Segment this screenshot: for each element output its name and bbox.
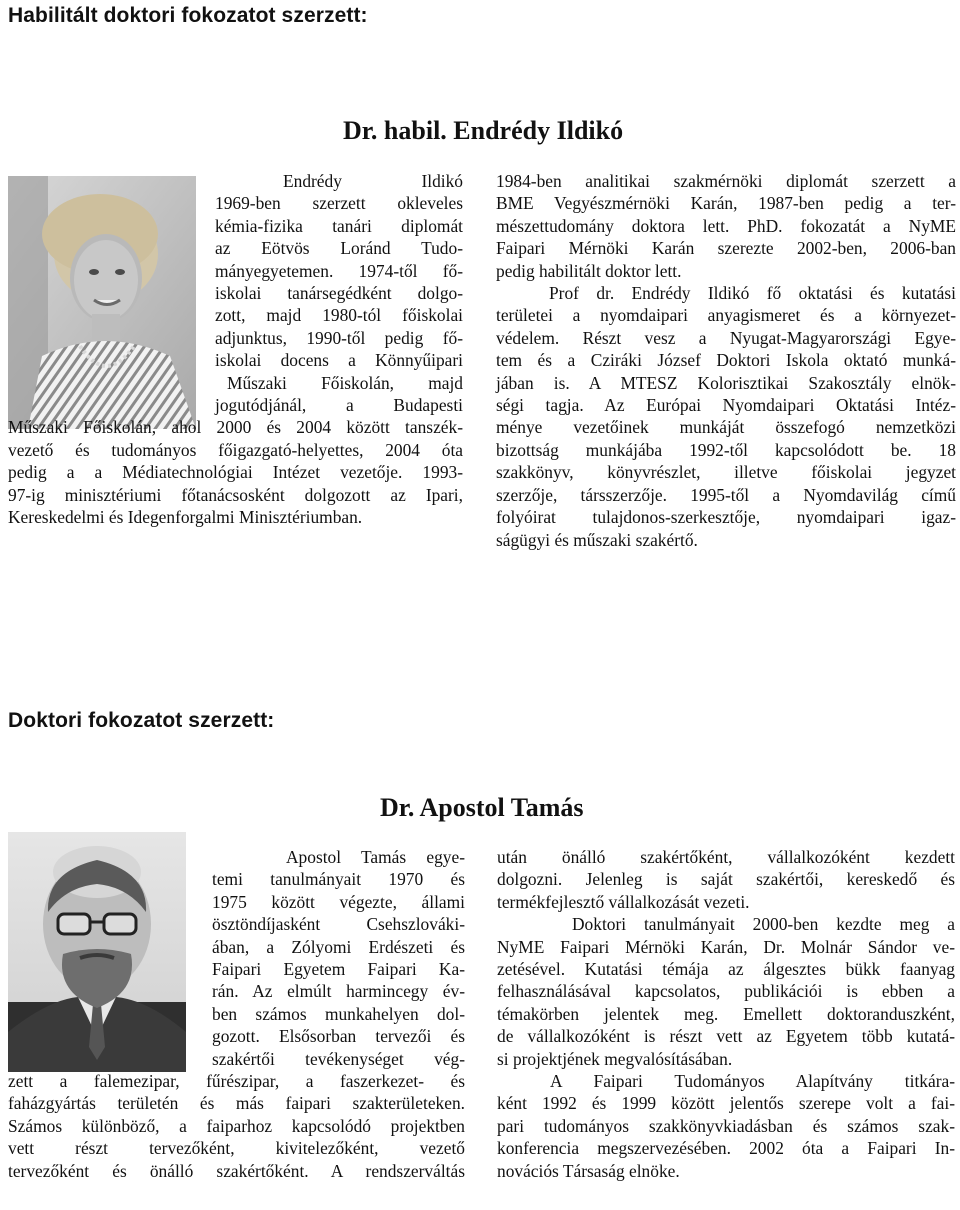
text-line: dolgozni. Jelenleg is saját szakértői, kereskedő és (497, 869, 955, 890)
person-name-apostol: Dr. Apostol Tamás (380, 793, 584, 822)
text-line: 1969-ben szerzett okleveles (215, 193, 463, 214)
text-line: BME Vegyészmérnöki Karán, 1987-ben pedig a ter- (496, 193, 956, 214)
text-line: zott, majd 1980-tól főiskolai (215, 305, 463, 326)
text-line: zetésével. Kutatási témája az álgesztes bükk faanyag (497, 959, 955, 980)
text-line: Műszaki Főiskolán, majd (227, 372, 463, 393)
text-line: termékfejlesztő vállalkozását vezeti. (497, 891, 750, 912)
text-line: Doktori tanulmányait 2000-ben kezdte meg a (572, 914, 955, 935)
text-line: ben számos munkahelyen dol- (212, 1003, 465, 1024)
text-line: kémia-fizika tanári diplomát (215, 215, 463, 236)
text-line: folyóirat tulajdonos-szerkesztője, nyomdaipari igaz- (496, 507, 956, 528)
text-line: pari tudományos szakkönyvkiadásban és számos szak- (497, 1115, 955, 1136)
section-heading-doctorate: Doktori fokozatot szerzett: (8, 709, 275, 732)
text-line: tervezőként és önálló szakértőként. A rendszerváltás (8, 1160, 465, 1181)
text-line: ában, a Zólyomi Erdészeti és (212, 936, 465, 957)
text-line: felhasználásával kapcsolatos, publikációi is ebben a (497, 981, 955, 1002)
text-line: ménye vezetőinek munkáját összefogó nemzetközi (496, 417, 956, 438)
text-line: Számos különböző, a faiparhoz kapcsolódó projektben (8, 1115, 465, 1136)
text-line: Apostol Tamás egye- (286, 847, 465, 867)
text-line: temi tanulmányait 1970 és (212, 869, 465, 890)
text-line: vett részt tervezőként, kivitelezőként, vezető (8, 1138, 465, 1159)
text-line: ségi tagja. Az Európai Nyomdaipari Oktatási Intéz- (496, 395, 956, 416)
text-line: Prof dr. Endrédy Ildikó fő oktatási és kutatási (549, 283, 956, 304)
bio-endredy-column-2 (496, 170, 956, 551)
text-line: NyME Faipari Mérnöki Karán, Dr. Molnár Sándor ve- (497, 936, 955, 957)
text-line: A Faipari Tudományos Alapítvány titkára- (550, 1071, 955, 1092)
text-line: iskolai docens a Könnyűipari (215, 350, 463, 371)
text-line: tem és a Cziráki József Doktori Iskola oktató munká- (496, 350, 956, 371)
text-line: Műszaki Főiskolán, ahol 2000 és 2004 között tanszék- (8, 417, 463, 438)
text-line: de vállalkozóként is részt vett az Egyetem több kutatá- (497, 1026, 955, 1047)
text-line: jogutódjánál, a Budapesti (215, 395, 463, 416)
text-line: jában is. A MTESZ Kolorisztikai Szakosztály elnök- (496, 372, 956, 393)
text-line: mányegyetemen. 1974-től fő- (215, 260, 463, 281)
text-line: vezető és tudományos főigazgató-helyettes, 2004 óta (8, 439, 463, 460)
text-line: 1984-ben analitikai szakmérnöki diplomát szerzett a (496, 171, 956, 191)
text-line: témakörben jelentek meg. Emellett doktoranduszként, (497, 1003, 955, 1024)
text-line: gozott. Elsősorban tervezői és (212, 1026, 465, 1047)
section-heading-habilitated: Habilitált doktori fokozatot szerzett: (8, 4, 368, 27)
text-line: pedig habilitált doktor lett. (496, 260, 682, 281)
text-line: Faipari Egyetem Faipari Ka- (212, 959, 465, 980)
text-line: konferencia megszervezésében. 2002 óta a Faipari In- (497, 1138, 955, 1159)
text-line: védelem. Részt vesz a Nyugat-Magyarországi Egye- (496, 327, 956, 348)
text-line: szakkönyv, könyvrészlet, illetve főiskolai jegyzet (496, 462, 956, 483)
text-line: si projektjének megvalósításában. (497, 1048, 733, 1069)
bio-apostol-column-2 (497, 846, 955, 1182)
text-line: Faipari Mérnöki Karán szerezte 2002-ben, 2006-ban (496, 238, 956, 259)
text-line: szerzője, társszerzője. 1995-től a Nyomdavilág című (496, 484, 956, 505)
text-line: novációs Társaság elnöke. (497, 1160, 680, 1181)
text-line: pedig a a Médiatechnológiai Intézet vezetője. 1993- (8, 462, 463, 483)
text-line: után önálló szakértőként, vállalkozóként kezdett (497, 847, 955, 867)
text-line: 97-ig minisztériumi főtanácsosként dolgozott az Ipari, (8, 484, 463, 505)
text-line: zett a falemezipar, fűrészipar, a faszerkezet- és (8, 1071, 465, 1092)
text-line: 1975 között végezte, állami (212, 891, 465, 912)
text-line: szakértői tevékenységet vég- (212, 1048, 465, 1069)
text-line: ösztöndíjasként Csehszlováki- (212, 914, 465, 935)
text-line: Kereskedelmi és Idegenforgalmi Minisztériumban. (8, 507, 363, 528)
text-line: az Eötvös Loránd Tudo- (215, 238, 463, 259)
text-line: mészettudomány doktora lett. PhD. fokozatát a NyME (496, 215, 956, 236)
text-line: bizottság munkájába 1992-től kapcsolódott be. 18 (496, 439, 956, 460)
text-line: iskolai tanársegédként dolgo- (215, 283, 463, 304)
text-line: területei a nyomdaipari anyagismeret és a környezet- (496, 305, 956, 326)
person-name-endredy: Dr. habil. Endrédy Ildikó (343, 116, 624, 145)
text-line: Endrédy Ildikó (283, 171, 463, 191)
bio-apostol-column-1 (8, 846, 465, 1182)
text-line: faházgyártás területén és más faipari szakterületeken. (8, 1093, 465, 1114)
text-line: rán. Az elmúlt harmincegy év- (212, 981, 465, 1002)
bio-endredy-column-1 (8, 170, 463, 529)
text-line: adjunktus, 1990-től pedig fő- (215, 327, 463, 348)
text-line: ságügyi és műszaki szakértő. (496, 529, 698, 550)
text-line: ként 1992 és 1999 között jelentős szerepe volt a fai- (497, 1093, 955, 1114)
